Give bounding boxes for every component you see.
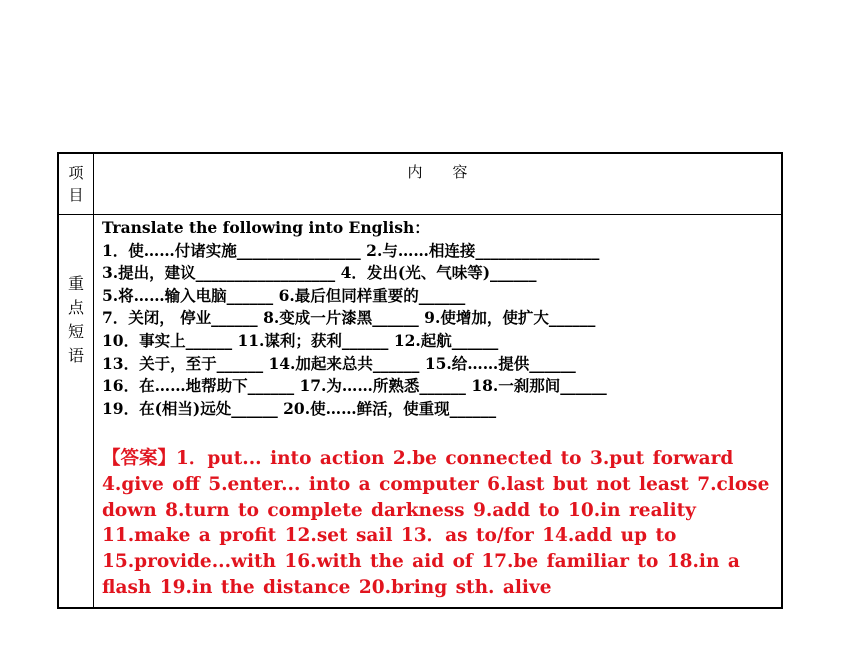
exercise-instruction: Translate the following into English：	[102, 218, 430, 237]
content-table	[57, 152, 783, 609]
exercise-line: 1．使……付诸实施________________ 2.与……相连接________________	[102, 240, 600, 260]
exercise-line: 13．关于，至于______ 14.加起来总共______ 15.给……提供______	[102, 353, 576, 373]
content-column-header: 内容	[407, 162, 498, 181]
exercise-line: 10．事实上______ 11.谋利；获利______ 12.起航______	[102, 330, 499, 350]
exercise-line: 3.提出，建议__________________ 4．发出(光、气味等)______	[102, 263, 537, 283]
exercise-block	[102, 217, 775, 420]
item-header-char: 目	[68, 186, 84, 204]
section-label-char: 点	[67, 298, 84, 317]
exercise-line: 19．在(相当)远处______ 20.使……鲜活，使重现______	[102, 398, 497, 418]
item-column-header	[59, 154, 93, 214]
header-divider	[59, 214, 781, 215]
section-label-char: 重	[67, 274, 84, 293]
section-label	[59, 272, 93, 368]
exercise-line: 5.将……输入电脑______ 6.最后但同样重要的______	[102, 285, 466, 305]
column-divider	[93, 154, 94, 607]
answer-text: 【答案】1．put... into action 2.be connected to 3.put forward 4.give off 5.enter... into a computer 6.last but not least 7.close down 8.turn to complete darkness 9.add to 10.in reality 11.make a profit 12.set sail 13．as to/for 14.add up to 15.provide...with 16.with the aid of 17.be familiar to 18.in a flash 19.in the distance 20.bring sth. alive	[102, 448, 770, 598]
exercise-line: 16．在……地帮助下______ 17.为……所熟悉______ 18.一刹那间______	[102, 376, 607, 396]
section-label-char: 短	[67, 322, 84, 341]
exercise-line: 7．关闭， 停业______ 8.变成一片漆黑______ 9.使增加，使扩大______	[102, 308, 596, 328]
item-header-char: 项	[68, 164, 84, 182]
section-label-char: 语	[67, 346, 84, 365]
